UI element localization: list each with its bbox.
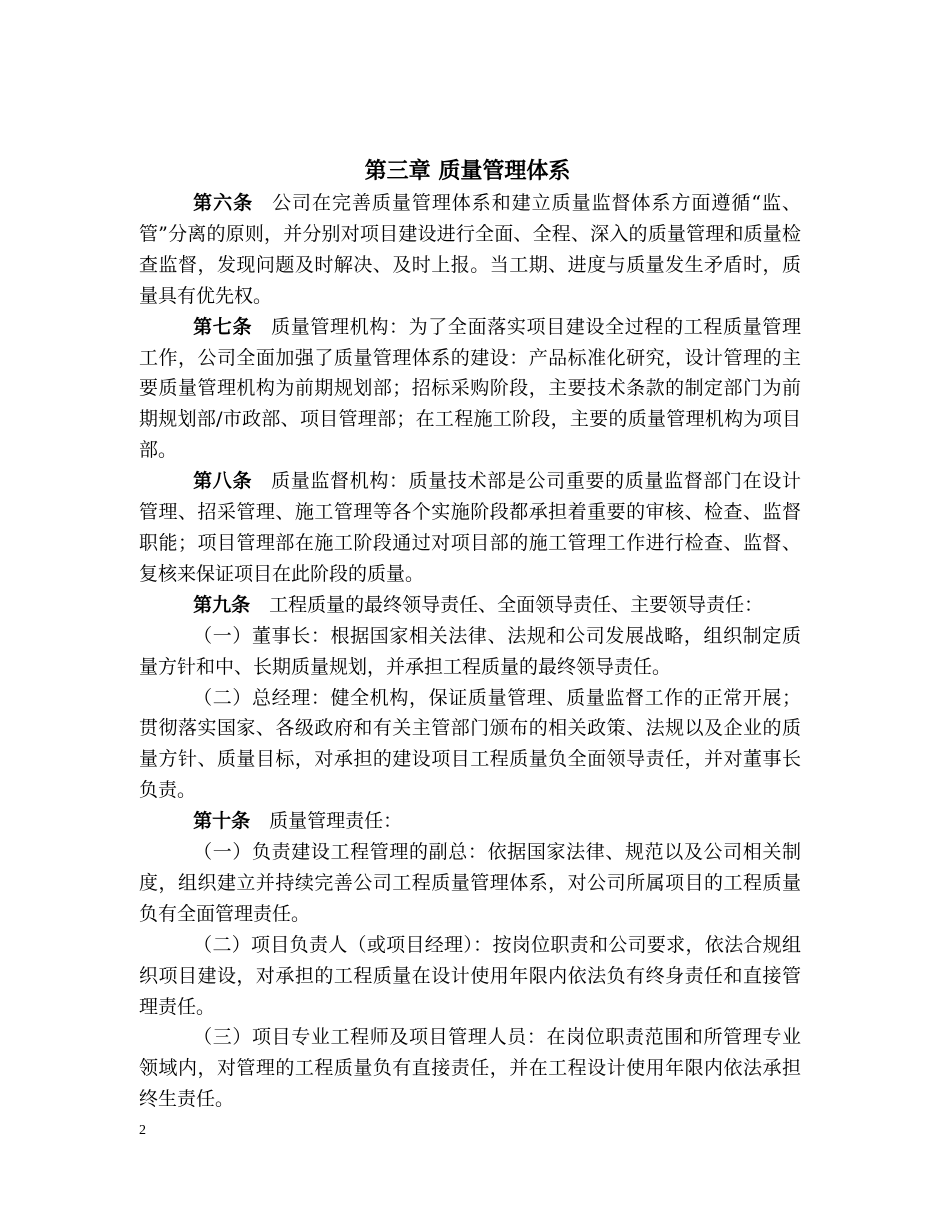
paragraph bbox=[139, 188, 801, 312]
paragraph bbox=[139, 837, 801, 930]
paragraph-text: （一）董事长：根据国家相关法律、法规和公司发展战略，组织制定质量方针和中、长期质量规划，并承担工程质量的最终领导责任。 bbox=[139, 624, 801, 678]
paragraph bbox=[139, 1022, 801, 1115]
article-number: 第八条 bbox=[193, 470, 253, 493]
document-body bbox=[139, 188, 801, 1115]
paragraph-text: （一）负责建设工程管理的副总：依据国家法律、规范以及公司相关制度，组织建立并持续完善公司工程质量管理体系，对公司所属项目的工程质量负有全面管理责任。 bbox=[139, 841, 801, 925]
chapter-title: 第三章 质量管理体系 bbox=[364, 159, 571, 184]
paragraph-text: （二）总经理：健全机构，保证质量管理、质量监督工作的正常开展；贯彻落实国家、各级政府和有关主管部门颁布的相关政策、法规以及企业的质量方针、质量目标，对承担的建设项目工程质量负全面领导责任，并对董事长负责。 bbox=[139, 686, 801, 802]
article-number: 第十条 bbox=[193, 810, 251, 833]
page-number: 2 bbox=[139, 1123, 146, 1138]
paragraph-text: 质量管理责任： bbox=[269, 810, 403, 833]
paragraph bbox=[139, 683, 801, 807]
paragraph bbox=[139, 312, 801, 467]
paragraph-text: （二）项目负责人（或项目经理）：按岗位职责和公司要求，依法合规组织项目建设，对承担的工程质量在设计使用年限内依法负有终身责任和直接管理责任。 bbox=[139, 933, 801, 1018]
paragraph-text: 质量管理机构：为了全面落实项目建设全过程的工程质量管理工作，公司全面加强了质量管理体系的建设：产品标准化研究，设计管理的主要质量管理机构为前期规划部；招标采购阶段，主要技术条款的制定部门为前期规划部/市政部、项目管理部；在工程施工阶段，主要的质量管理机构为项目部。 bbox=[139, 315, 801, 462]
paragraph bbox=[139, 621, 801, 683]
article-number: 第七条 bbox=[193, 315, 253, 338]
paragraph bbox=[139, 930, 801, 1023]
paragraph-text: 工程质量的最终领导责任、全面领导责任、主要领导责任： bbox=[269, 593, 764, 616]
paragraph-text: （三）项目专业工程师及项目管理人员：在岗位职责范围和所管理专业领域内，对管理的工程质量负有直接责任，并在工程设计使用年限内依法承担终生责任。 bbox=[139, 1026, 801, 1111]
paragraph-text: 公司在完善质量管理体系和建立质量监督体系方面遵循“监、管”分离的原则，并分别对项目建设进行全面、全程、深入的质量管理和质量检查监督，发现问题及时解决、及时上报。当工期、进度与质量发生矛盾时，质量具有优先权。 bbox=[139, 192, 801, 307]
paragraph-text: 质量监督机构：质量技术部是公司重要的质量监督部门在设计管理、招采管理、施工管理等各个实施阶段都承担着重要的审核、检查、监督职能；项目管理部在施工阶段通过对项目部的施工管理工作进行检查、监督、复核来保证项目在此阶段的质量。 bbox=[139, 470, 801, 585]
paragraph bbox=[139, 590, 801, 621]
paragraph bbox=[139, 466, 801, 590]
paragraph bbox=[139, 806, 801, 837]
article-number: 第九条 bbox=[193, 593, 251, 616]
article-number: 第六条 bbox=[193, 192, 254, 214]
